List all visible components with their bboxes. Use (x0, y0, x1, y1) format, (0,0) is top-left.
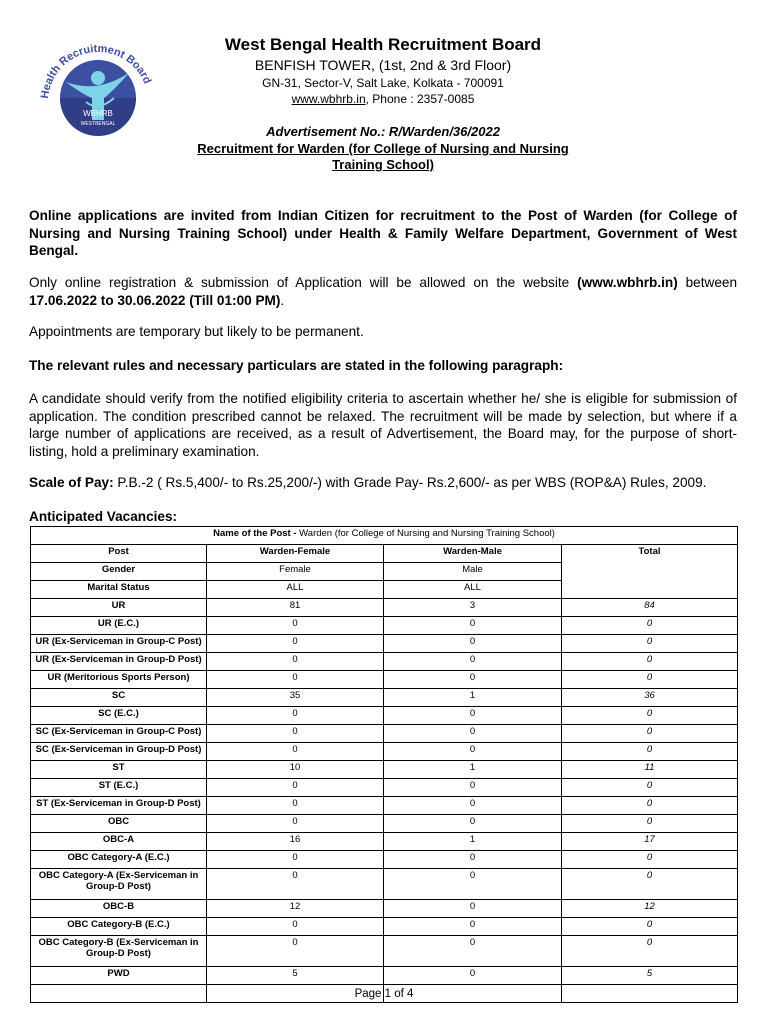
category-cell: OBC-A (31, 833, 207, 851)
logo-arc-text: Health Recruitment Board (39, 42, 154, 100)
total-cell: 0 (562, 918, 738, 936)
female-count-cell: 12 (207, 900, 384, 918)
total-cell: 17 (562, 833, 738, 851)
recruitment-title-line2: Training School) (332, 157, 434, 172)
total-cell: 12 (562, 900, 738, 918)
category-cell: ST (Ex-Serviceman in Group-D Post) (31, 797, 207, 815)
gender-female: Female (207, 563, 384, 581)
female-count-cell: 0 (207, 707, 384, 725)
total-cell: 0 (562, 725, 738, 743)
application-dates: 17.06.2022 to 30.06.2022 (Till 01:00 PM) (29, 292, 281, 308)
category-cell: UR (Ex-Serviceman in Group-D Post) (31, 653, 207, 671)
category-cell: OBC Category-A (E.C.) (31, 851, 207, 869)
category-cell: OBC-B (31, 900, 207, 918)
category-cell: SC (Ex-Serviceman in Group-C Post) (31, 725, 207, 743)
website-link[interactable]: www.wbhrb.in (291, 92, 366, 106)
logo-state: WESTBENGAL (80, 121, 116, 127)
category-cell: OBC Category-A (Ex-Serviceman in Group-D Post) (31, 869, 207, 900)
table-row (31, 671, 738, 689)
org-name: West Bengal Health Recruitment Board (224, 35, 542, 54)
table-row (31, 918, 738, 936)
total-cell: 36 (562, 689, 738, 707)
female-count-cell: 0 (207, 743, 384, 761)
male-count-cell: 0 (384, 653, 562, 671)
male-count-cell: 0 (384, 797, 562, 815)
male-count-cell: 0 (384, 743, 562, 761)
category-cell: OBC Category-B (Ex-Serviceman in Group-D Post) (31, 936, 207, 967)
post-header: Post (31, 545, 207, 563)
male-count-cell: 1 (384, 761, 562, 779)
category-cell: OBC (31, 815, 207, 833)
total-cell: 0 (562, 671, 738, 689)
male-count-cell: 0 (384, 725, 562, 743)
building: BENFISH TOWER, (1st, 2nd & 3rd Floor) (254, 57, 512, 73)
appointment-paragraph: Appointments are temporary but likely to be permanent. (29, 324, 364, 339)
male-count-cell: 0 (384, 869, 562, 900)
total-cell: 5 (562, 967, 738, 985)
scale-of-pay (29, 474, 737, 492)
category-cell: ST (E.C.) (31, 779, 207, 797)
female-count-cell: 0 (207, 936, 384, 967)
table-row (31, 851, 738, 869)
table-row (31, 967, 738, 985)
post-name-cell: Name of the Post - Warden (for College of Nursing and Nursing Training School) (31, 527, 738, 545)
table-row (31, 761, 738, 779)
male-count-cell: 0 (384, 815, 562, 833)
table-row (31, 869, 738, 900)
total-cell: 0 (562, 869, 738, 900)
col-header-male: Warden-Male (384, 545, 562, 563)
female-count-cell: 0 (207, 851, 384, 869)
category-cell: UR (E.C.) (31, 617, 207, 635)
advertisement-number: Advertisement No.: R/Warden/36/2022 (266, 124, 500, 139)
female-count-cell: 0 (207, 653, 384, 671)
total-cell: 0 (562, 635, 738, 653)
male-count-cell: 0 (384, 936, 562, 967)
female-count-cell: 0 (207, 635, 384, 653)
table-row (31, 779, 738, 797)
female-count-cell: 16 (207, 833, 384, 851)
table-row (31, 833, 738, 851)
female-count-cell: 0 (207, 617, 384, 635)
table-row (31, 653, 738, 671)
intro-paragraph: Online applications are invited from Indian Citizen for recruitment to the Post of Warden (for College of Nursing and Nursing Training School) under Health & Family Welfare Department, Government of West Bengal. (29, 208, 737, 258)
table-row (31, 797, 738, 815)
online-registration-paragraph: Only online registration & submission of Application will be allowed on the website (www.wbhrb.in) between 17.06.2022 to 30.06.2022 (Till 01:00 PM). (29, 275, 738, 308)
total-cell: 0 (562, 779, 738, 797)
table-row (31, 707, 738, 725)
table-row (31, 635, 738, 653)
table-row (31, 900, 738, 918)
category-cell: UR (Ex-Serviceman in Group-C Post) (31, 635, 207, 653)
female-count-cell: 0 (207, 815, 384, 833)
total-cell: 0 (562, 707, 738, 725)
male-count-cell: 0 (384, 918, 562, 936)
phone: , Phone : 2357-0085 (365, 92, 475, 106)
total-cell: 0 (562, 936, 738, 967)
total-cell: 0 (562, 653, 738, 671)
category-cell: SC (Ex-Serviceman in Group-D Post) (31, 743, 207, 761)
male-count-cell: 0 (384, 635, 562, 653)
eligibility-paragraph: A candidate should verify from the notified eligibility criteria to ascertain whether he/ she is eligible for submission of application. The condition prescribed cannot be relaxed. The recruitment will be made by selection, but where if a large number of applications are received, as a result of Advertisement, the Board may, for the purpose of short-listing, hold a preliminary examination. (29, 391, 737, 459)
category-cell: ST (31, 761, 207, 779)
address: GN-31, Sector-V, Salt Lake, Kolkata - 700091 (262, 76, 504, 90)
table-row (31, 725, 738, 743)
category-cell: OBC Category-B (E.C.) (31, 918, 207, 936)
male-count-cell: 0 (384, 671, 562, 689)
male-count-cell: 0 (384, 851, 562, 869)
female-count-cell: 0 (207, 725, 384, 743)
category-cell: PWD (31, 967, 207, 985)
male-count-cell: 0 (384, 900, 562, 918)
female-count-cell: 0 (207, 779, 384, 797)
col-header-total: Total (562, 545, 738, 599)
male-count-cell: 1 (384, 833, 562, 851)
female-count-cell: 10 (207, 761, 384, 779)
total-cell: 0 (562, 617, 738, 635)
female-count-cell: 81 (207, 599, 384, 617)
table-row (31, 599, 738, 617)
category-cell: SC (31, 689, 207, 707)
male-count-cell: 1 (384, 689, 562, 707)
table-row (31, 936, 738, 967)
category-cell: UR (Meritorious Sports Person) (31, 671, 207, 689)
male-count-cell: 0 (384, 967, 562, 985)
female-count-cell: 0 (207, 918, 384, 936)
table-row (31, 815, 738, 833)
table-row (31, 689, 738, 707)
category-cell: UR (31, 599, 207, 617)
female-count-cell: 35 (207, 689, 384, 707)
male-count-cell: 0 (384, 617, 562, 635)
marital-female: ALL (207, 581, 384, 599)
marital-label: Marital Status (31, 581, 207, 599)
recruitment-title-line1: Recruitment for Warden (for College of Nursing and Nursing (197, 141, 569, 156)
female-count-cell: 0 (207, 671, 384, 689)
scale-of-pay-label: Scale of Pay: (29, 475, 114, 490)
gender-label: Gender (31, 563, 207, 581)
table-row (31, 617, 738, 635)
wbhrb-logo (30, 32, 166, 150)
male-count-cell: 0 (384, 707, 562, 725)
contact-line (160, 92, 606, 106)
vacancy-table (30, 526, 738, 1003)
page-number: Page 1 of 4 (354, 988, 414, 1000)
category-cell: SC (E.C.) (31, 707, 207, 725)
table-row (31, 743, 738, 761)
total-cell: 0 (562, 851, 738, 869)
total-cell: 84 (562, 599, 738, 617)
gender-male: Male (384, 563, 562, 581)
total-cell: 0 (562, 743, 738, 761)
scale-of-pay-text: P.B.-2 ( Rs.5,400/- to Rs.25,200/-) with Grade Pay- Rs.2,600/- as per WBS (ROP&A) Rules, 2009. (113, 475, 707, 490)
logo-acronym: WBHRB (83, 109, 113, 118)
female-count-cell: 0 (207, 797, 384, 815)
total-cell: 0 (562, 797, 738, 815)
total-cell: 0 (562, 815, 738, 833)
total-cell: 11 (562, 761, 738, 779)
male-count-cell: 0 (384, 779, 562, 797)
website-ref[interactable]: (www.wbhrb.in) (577, 275, 678, 290)
male-count-cell: 3 (384, 599, 562, 617)
rules-heading: The relevant rules and necessary particulars are stated in the following paragraph: (29, 358, 564, 373)
col-header-female: Warden-Female (207, 545, 384, 563)
female-count-cell: 5 (207, 967, 384, 985)
marital-male: ALL (384, 581, 562, 599)
female-count-cell: 0 (207, 869, 384, 900)
vacancies-heading: Anticipated Vacancies: (29, 509, 178, 524)
